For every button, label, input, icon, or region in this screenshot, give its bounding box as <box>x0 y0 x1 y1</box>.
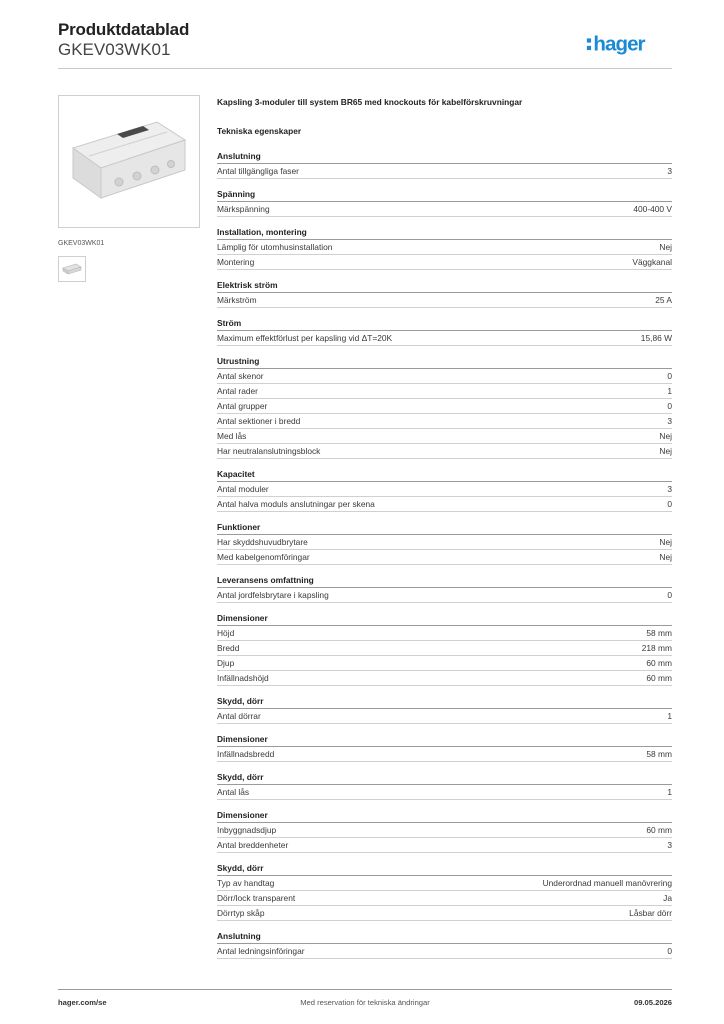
property-label: Dörr/lock transparent <box>217 893 296 903</box>
property-row <box>217 550 672 565</box>
property-row <box>217 429 672 444</box>
property-value: 1 <box>667 711 672 721</box>
property-row <box>217 671 672 686</box>
property-value: 3 <box>667 166 672 176</box>
property-row <box>217 369 672 384</box>
property-value: Väggkanal <box>632 257 672 267</box>
property-row <box>217 414 672 429</box>
property-value: 58 mm <box>646 749 672 759</box>
property-row <box>217 747 672 762</box>
property-label: Bredd <box>217 643 240 653</box>
product-thumbnail[interactable] <box>58 256 86 282</box>
property-label: Typ av handtag <box>217 878 275 888</box>
property-label: Antal ledningsinföringar <box>217 946 305 956</box>
property-label: Antal rader <box>217 386 258 396</box>
property-label: Har neutralanslutningsblock <box>217 446 321 456</box>
property-label: Maximum effektförlust per kapsling vid ΔT=20K <box>217 333 393 343</box>
property-label: Antal moduler <box>217 484 269 494</box>
group-title: Spänning <box>217 188 672 202</box>
property-row <box>217 293 672 308</box>
property-value: 3 <box>667 484 672 494</box>
property-value: 3 <box>667 416 672 426</box>
property-label: Märkspänning <box>217 204 270 214</box>
property-label: Lämplig för utomhusinstallation <box>217 242 333 252</box>
property-label: Har skyddshuvudbrytare <box>217 537 308 547</box>
image-caption: GKEV03WK01 <box>58 240 105 247</box>
property-value: Nej <box>659 431 672 441</box>
footer-url[interactable]: hager.com/se <box>58 998 107 1007</box>
group-title: Kapacitet <box>217 468 672 482</box>
property-row <box>217 785 672 800</box>
group-title: Installation, montering <box>217 226 672 240</box>
property-value: 1 <box>667 787 672 797</box>
property-value: 0 <box>667 946 672 956</box>
property-row <box>217 656 672 671</box>
group-title: Dimensioner <box>217 733 672 747</box>
group-title: Anslutning <box>217 930 672 944</box>
property-label: Dörrtyp skåp <box>217 908 265 918</box>
property-label: Antal sektioner i bredd <box>217 416 301 426</box>
property-group <box>217 188 672 217</box>
property-group <box>217 809 672 853</box>
property-label: Montering <box>217 257 255 267</box>
property-value: 0 <box>667 590 672 600</box>
property-row <box>217 641 672 656</box>
group-title: Leveransens omfattning <box>217 574 672 588</box>
property-row <box>217 240 672 255</box>
footer-note: Med reservation för tekniska ändringar <box>300 998 430 1007</box>
property-group <box>217 574 672 603</box>
product-image[interactable] <box>58 95 200 228</box>
property-group <box>217 468 672 512</box>
property-group <box>217 521 672 565</box>
property-row <box>217 482 672 497</box>
page-header <box>58 20 672 60</box>
property-label: Djup <box>217 658 235 668</box>
product-description: Kapsling 3-moduler till system BR65 med knockouts för kabelförskruvningar <box>217 97 523 107</box>
property-group <box>217 150 672 179</box>
property-row <box>217 588 672 603</box>
property-value: 60 mm <box>646 825 672 835</box>
property-row <box>217 709 672 724</box>
property-label: Antal lås <box>217 787 250 797</box>
product-code: GKEV03WK01 <box>58 40 171 59</box>
property-row <box>217 838 672 853</box>
property-label: Höjd <box>217 628 235 638</box>
property-row <box>217 876 672 891</box>
property-group <box>217 279 672 308</box>
group-title: Utrustning <box>217 355 672 369</box>
property-row <box>217 255 672 270</box>
property-value: Nej <box>659 242 672 252</box>
property-row <box>217 906 672 921</box>
svg-text:hager: hager <box>593 32 645 56</box>
group-title: Dimensioner <box>217 612 672 626</box>
group-title: Anslutning <box>217 150 672 164</box>
property-value: Låsbar dörr <box>629 908 672 918</box>
property-value: 3 <box>667 840 672 850</box>
property-row <box>217 399 672 414</box>
property-groups <box>217 150 672 959</box>
property-label: Antal dörrar <box>217 711 261 721</box>
property-row <box>217 535 672 550</box>
property-value: 0 <box>667 499 672 509</box>
group-title: Skydd, dörr <box>217 862 672 876</box>
property-label: Märkström <box>217 295 257 305</box>
property-value: 1 <box>667 386 672 396</box>
property-row <box>217 164 672 179</box>
property-row <box>217 891 672 906</box>
property-label: Infällnadshöjd <box>217 673 269 683</box>
property-group <box>217 612 672 686</box>
property-label: Med lås <box>217 431 247 441</box>
property-value: 15,86 W <box>640 333 672 343</box>
property-label: Antal grupper <box>217 401 268 411</box>
property-value: 58 mm <box>646 628 672 638</box>
property-label: Antal tillgängliga faser <box>217 166 299 176</box>
property-value: Nej <box>659 552 672 562</box>
header-divider <box>58 68 672 69</box>
property-value: 60 mm <box>646 673 672 683</box>
footer-divider <box>58 989 672 990</box>
property-value: 60 mm <box>646 658 672 668</box>
product-media <box>58 95 201 282</box>
property-group <box>217 317 672 346</box>
footer-date: 09.05.2026 <box>633 998 672 1007</box>
property-value: Ja <box>663 893 672 903</box>
group-title: Skydd, dörr <box>217 695 672 709</box>
property-value: Nej <box>659 537 672 547</box>
group-title: Ström <box>217 317 672 331</box>
property-row <box>217 497 672 512</box>
property-value: 218 mm <box>641 643 672 653</box>
property-row <box>217 626 672 641</box>
property-label: Infällnadsbredd <box>217 749 275 759</box>
property-label: Antal jordfelsbrytare i kapsling <box>217 590 329 600</box>
group-title: Skydd, dörr <box>217 771 672 785</box>
document-title: Produktdatablad <box>58 20 190 39</box>
product-specification <box>217 96 672 968</box>
property-value: 400-400 V <box>633 204 672 214</box>
technical-properties-heading: Tekniska egenskaper <box>217 126 302 136</box>
group-title: Dimensioner <box>217 809 672 823</box>
property-group <box>217 862 672 921</box>
group-title: Elektrisk ström <box>217 279 672 293</box>
property-group <box>217 695 672 724</box>
property-label: Inbyggnadsdjup <box>217 825 277 835</box>
property-group <box>217 733 672 762</box>
property-group <box>217 355 672 459</box>
property-label: Med kabelgenomföringar <box>217 552 310 562</box>
property-value: Underordnad manuell manövrering <box>542 878 672 888</box>
property-value: Nej <box>659 446 672 456</box>
property-group <box>217 930 672 959</box>
property-label: Antal skenor <box>217 371 264 381</box>
property-value: 0 <box>667 401 672 411</box>
property-value: 0 <box>667 371 672 381</box>
property-label: Antal breddenheter <box>217 840 289 850</box>
property-row <box>217 444 672 459</box>
property-group <box>217 771 672 800</box>
property-row <box>217 331 672 346</box>
property-row <box>217 202 672 217</box>
property-value: 25 A <box>655 295 672 305</box>
group-title: Funktioner <box>217 521 672 535</box>
property-group <box>217 226 672 270</box>
property-row <box>217 384 672 399</box>
hager-logo <box>582 30 672 58</box>
property-row <box>217 944 672 959</box>
property-label: Antal halva moduls anslutningar per skena <box>217 499 375 509</box>
property-row <box>217 823 672 838</box>
